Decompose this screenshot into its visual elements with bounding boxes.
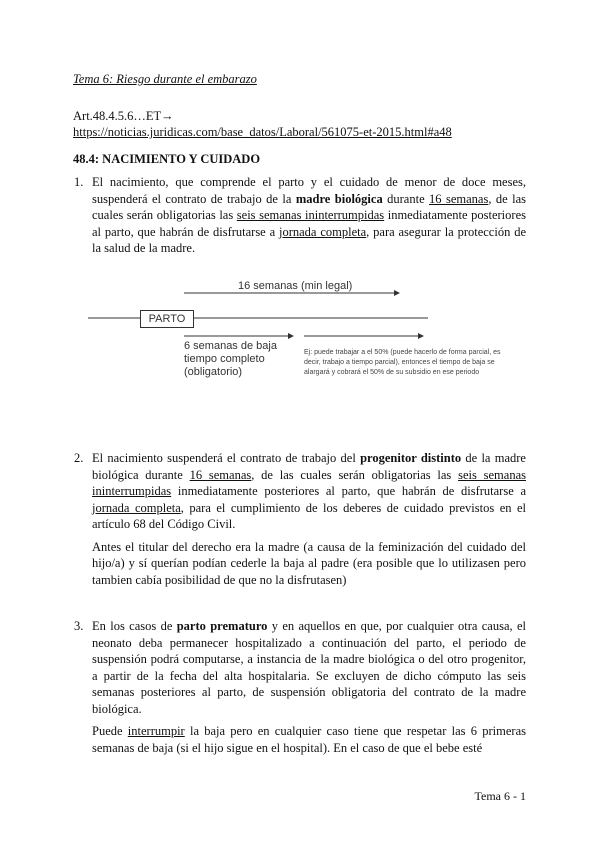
list-item-2 [74,450,527,588]
sixteen-weeks-label: 16 semanas (min legal) [238,280,353,292]
mandatory-leave-note: 6 semanas de baja tiempo completo (obligatorio) [184,340,277,378]
list-item-3 [74,618,526,756]
parto-box: PARTO [140,310,194,328]
reference-link[interactable]: https://noticias.juridicas.com/base_datos/Laboral/561075-et-2015.html#a48 [73,125,452,139]
arrow-head-icon [288,333,294,339]
item-number: 2. [74,451,84,465]
underlined-term: seis semanas ininterrumpidas [92,467,526,498]
arrow-head-icon [394,290,400,296]
bold-term: madre biológica [295,191,383,206]
item-1-paragraph: El nacimiento, que comprende el parto y el cuidado de menor de doce meses, suspenderá el contrato de trabajo de la madre biológica durante 16 semanas, de las cuales serán obligatorias las seis semanas ininterrumpidas inmediatamente posteriores al parto, que habrán de disfrutarse a jornada completa, para asegurar la protección de la salud de la madre. [92,175,526,255]
item-3-note: Puede interrumpir la baja pero en cualquier caso tiene que respetar las 6 primeras semanas de baja (si el hijo sigue en el hospital). En el caso de que el bebe esté [92,724,526,755]
timeline-lines [88,278,508,398]
list-item-1 [74,174,526,257]
underlined-term: 16 semanas [429,191,489,206]
underlined-term: jornada completa [92,500,181,515]
underlined-term: interrumpir [127,724,185,738]
bold-term: parto prematuro [176,619,268,633]
item-number: 3. [74,619,84,633]
underlined-term: 16 semanas [189,467,252,482]
underlined-term: jornada completa, [279,224,370,239]
item-number: 1. [74,175,84,189]
item-3-paragraph: En los casos de parto prematuro y en aquellos en que, por cualquier otra causa, el neonato deba permanecer hospitalizado a continuación del parto, el periodo de suspensión podrá computarse, a instancia de la madre biológica o del otro progenitor, a partir de la fecha del alta hospitalaria. Se excluyen de dicho cómputo las seis semanas posteriores al parto, de suspensión obligatoria del contrato de la madre biológica. [92,619,526,716]
underlined-term: seis semanas ininterrumpidas [236,208,385,222]
timeline-diagram [88,278,508,398]
item-2-paragraph: El nacimiento suspenderá el contrato de trabajo del progenitor distinto de la madre biológica durante 16 semanas, de las cuales serán obligatorias las seis semanas ininterrumpidas inmediatamente posteriores al parto, que habrán de disfrutarse a jornada completa, para el cumplimiento de los deberes de cuidado previstos en el artículo 68 del Código Civil. [92,451,527,531]
section-heading: 48.4: NACIMIENTO Y CUIDADO [73,152,261,166]
article-reference-line: Art.48.4.5.6…ET→ [73,109,174,123]
page-footer: Tema 6 - 1 [474,789,526,803]
partial-leave-note: Ej: puede trabajar a el 50% (puede hacerlo de forma parcial, es decir, trabajo a tiempo parcial), entonces el tiempo de baja se alargará y cobrará el 50% de su subsidio en ese periodo [304,349,501,376]
arrow-head-icon [418,333,424,339]
item-2-note: Antes el titular del derecho era la madre (a causa de la feminización del cuidado del hijo/a) y sí querían podían cederle la baja al padre (era posible que lo utilizasen pero tambien cabía posibilidad de que no la disfrutasen) [92,539,526,587]
article-reference [73,108,452,140]
bold-term: progenitor distinto [360,451,462,465]
topic-title: Tema 6: Riesgo durante el embarazo [73,72,257,86]
